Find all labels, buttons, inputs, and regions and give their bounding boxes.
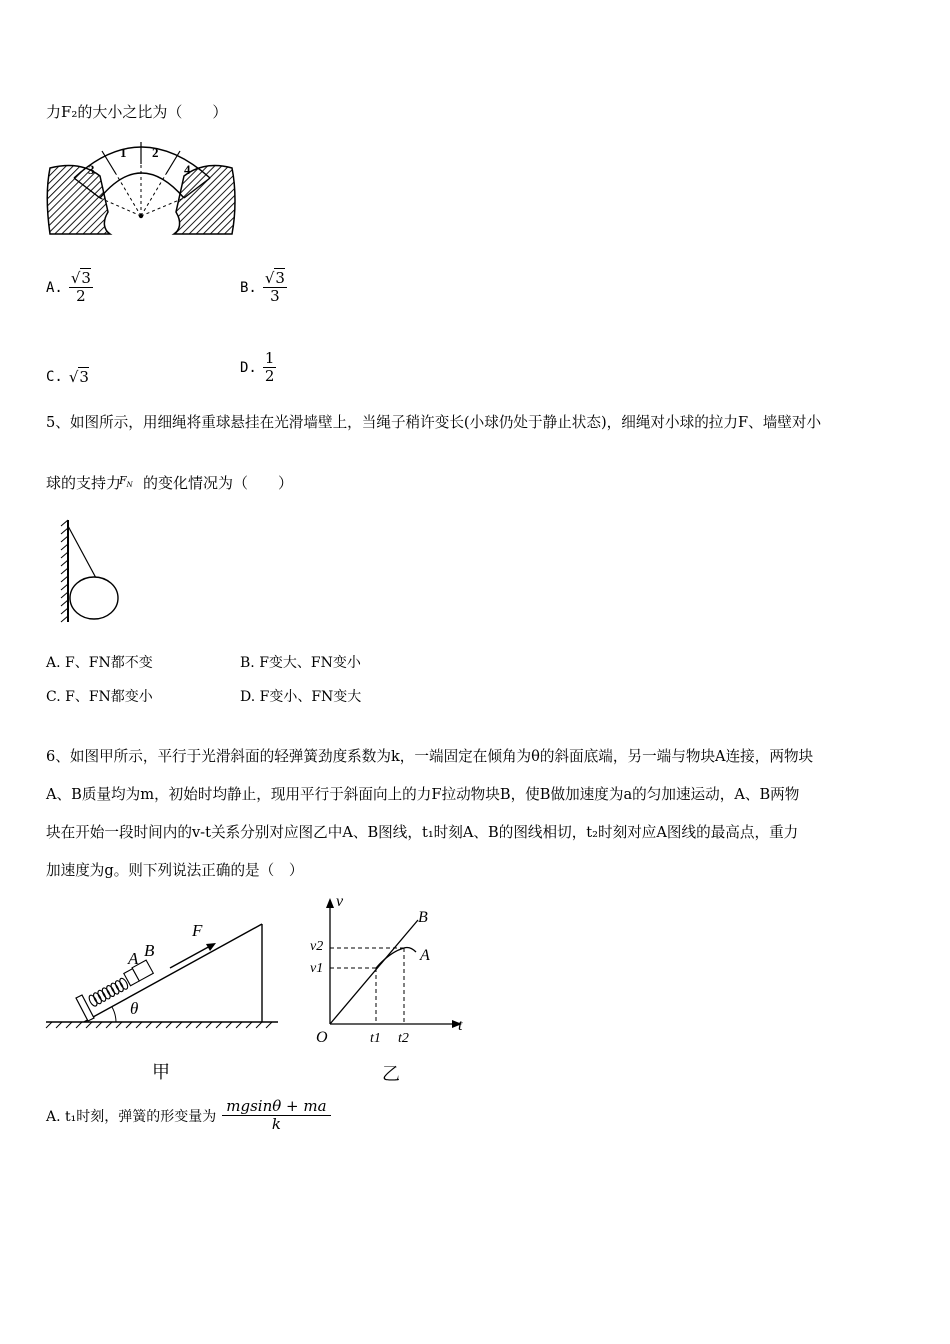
q5-option-b[interactable]: B. F变大、FN变小 bbox=[240, 655, 361, 671]
q6-option-a[interactable]: A. t₁时刻，弹簧的形变量为 $\frac{mgsin\theta + ma}{k}$ bbox=[46, 1098, 331, 1134]
q6-stem-line3: 块在开始一段时间内的v-t关系分别对应图乙中A、B图线，t₁时刻A、B的图线相切，t₂时刻对应A图线的最高点，重力 bbox=[46, 824, 799, 841]
q5-option-a[interactable]: A. F、FN都不变 bbox=[46, 655, 153, 671]
q4-option-a[interactable]: A. $\frac{√3}{2}$ bbox=[46, 269, 91, 306]
label-O: O bbox=[316, 1029, 328, 1046]
q6-stem-line2: A、B质量均为m，初始时均静止，现用平行于斜面向上的力F拉动物块B，使B做加速度为a的匀加速运动，A、B两物 bbox=[46, 786, 800, 803]
q4-option-c[interactable]: C. √3 bbox=[46, 368, 89, 386]
q5-wall-ball-figure bbox=[58, 518, 138, 630]
label-B-line: B bbox=[418, 909, 428, 926]
label-v: v bbox=[336, 893, 344, 910]
label-v1: v1 bbox=[310, 961, 324, 976]
q4-stem-tail: 力F₂的大小之比为（ ） bbox=[46, 103, 228, 121]
label-3: 3 bbox=[88, 162, 95, 177]
label-t2: t2 bbox=[398, 1031, 409, 1046]
q4-arch-figure bbox=[44, 138, 240, 242]
q5-option-d[interactable]: D. F变小、FN变大 bbox=[240, 689, 362, 705]
q6-vt-graph bbox=[306, 890, 480, 1090]
label-v2: v2 bbox=[310, 939, 324, 954]
label-t: t bbox=[458, 1017, 463, 1034]
q6-stem-line1: 6、如图甲所示，平行于光滑斜面的轻弹簧劲度系数为k，一端固定在倾角为θ的斜面底端，另一端与物块A连接，两物块 bbox=[46, 748, 814, 765]
label-1: 1 bbox=[120, 145, 127, 160]
fig-yi-label: 乙 bbox=[382, 1064, 400, 1085]
q6-stem-line4: 加速度为g。则下列说法正确的是（ ） bbox=[46, 862, 304, 879]
q5-stem-line2: 球的支持力 $F_N$ 的变化情况为（ ） bbox=[46, 474, 294, 492]
label-B: B bbox=[144, 941, 155, 960]
q4-option-b[interactable]: B. $\frac{√3}{3}$ bbox=[240, 269, 285, 306]
label-A-curve: A bbox=[420, 947, 430, 964]
label-F: F bbox=[192, 921, 203, 940]
left-support bbox=[47, 166, 110, 234]
q5-option-c[interactable]: C. F、FN都变小 bbox=[46, 689, 153, 705]
q5-stem-line1: 5、如图所示，用细绳将重球悬挂在光滑墙壁上，当绳子稍许变长(小球仍处于静止状态)，细绳对小球的拉力F、墙壁对小 bbox=[46, 414, 822, 431]
label-A: A bbox=[128, 949, 139, 968]
q4-option-d[interactable]: D. $\frac{1}{2}$ bbox=[240, 349, 275, 386]
label-t1: t1 bbox=[370, 1031, 381, 1046]
fig-jia-label: 甲 bbox=[152, 1062, 170, 1083]
label-theta: θ bbox=[130, 999, 139, 1018]
label-2: 2 bbox=[152, 145, 159, 160]
label-4: 4 bbox=[184, 162, 191, 177]
q6-incline-figure bbox=[44, 908, 280, 1088]
